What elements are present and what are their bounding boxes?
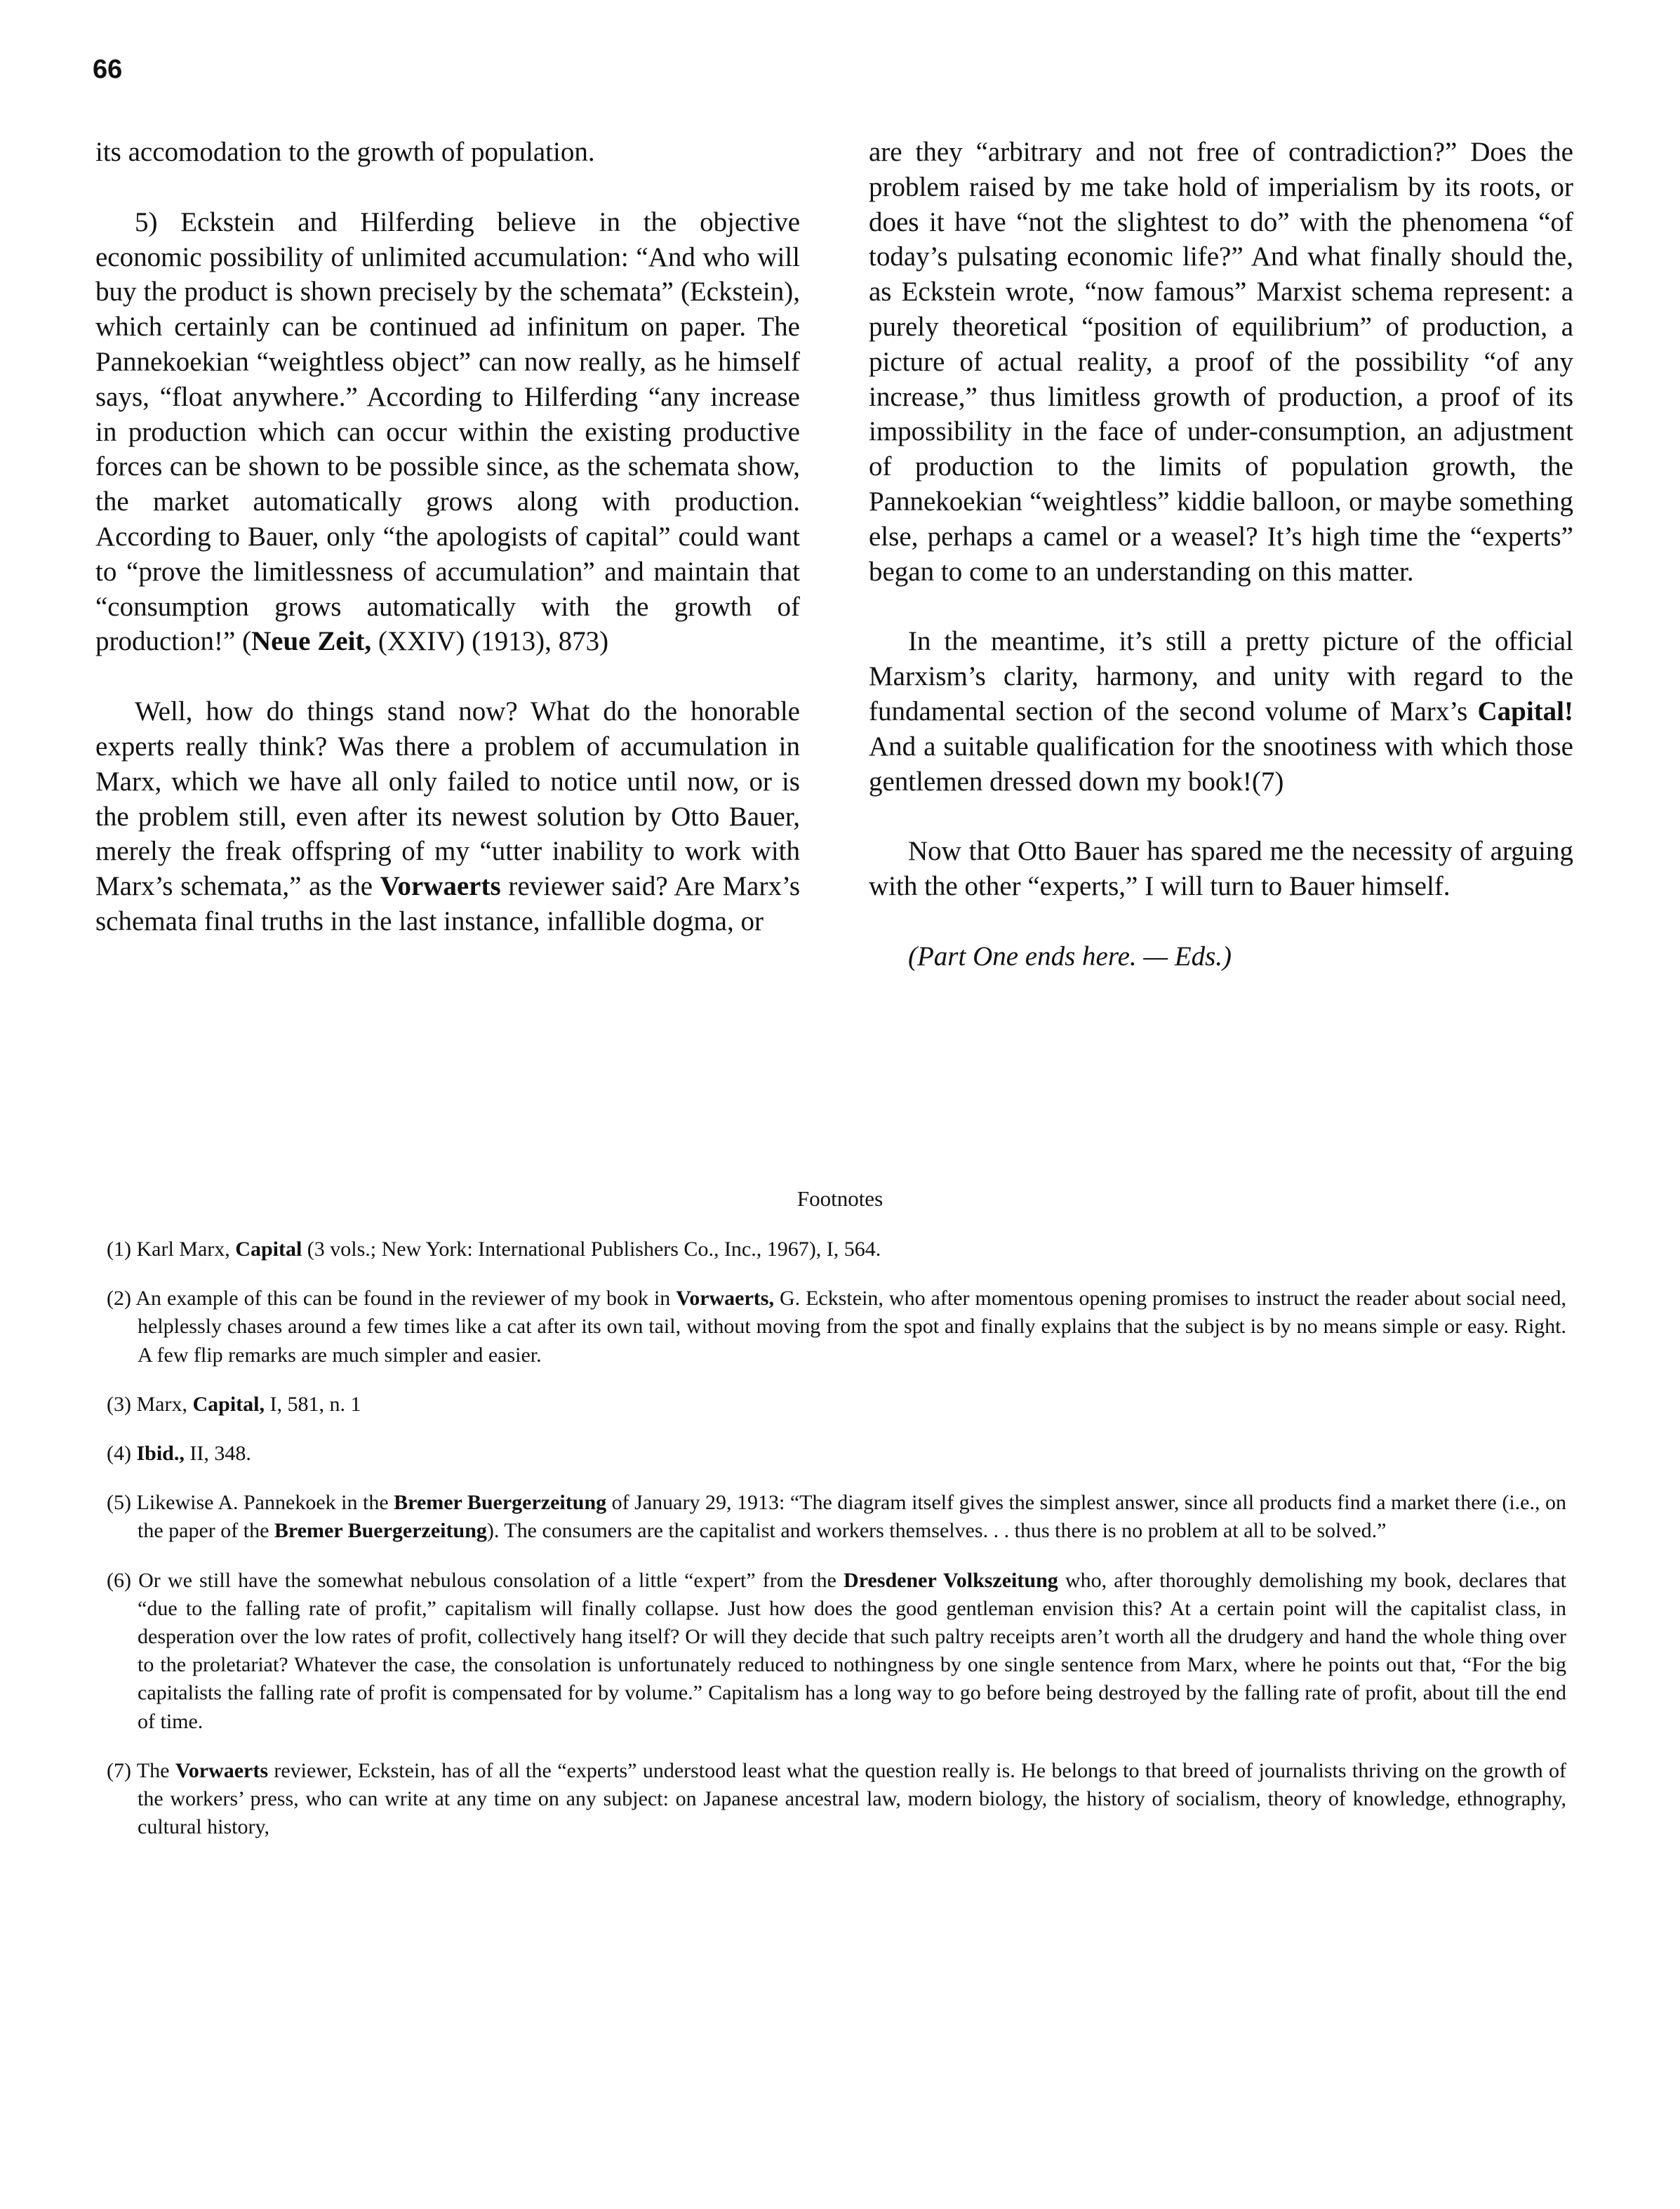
- book-title: Capital,: [192, 1392, 265, 1416]
- footnote-7: [107, 1757, 1566, 1842]
- paragraph-eckstein-hilferding: [95, 205, 800, 659]
- paragraph-meantime: [869, 624, 1573, 799]
- footnote-text: (3 vols.; New York: International Publishers Co., Inc., 1967), I, 564.: [302, 1238, 881, 1261]
- footnote-text: (4): [107, 1442, 137, 1466]
- footnote-4: [107, 1440, 1566, 1468]
- footnote-text: reviewer, Eckstein, has of all the “experts” understood least what the question really is. He belongs to that breed of journalists thriving on the growth of the workers’ press, who can write at any time on any subject: on Japanese ancestral law, modern biology, the history of socialism, theory of knowledge, ethnography, cultural history,: [138, 1758, 1566, 1839]
- paragraph-text: And a suitable qualification for the snootiness with which those gentlemen dressed down my book!(7): [869, 731, 1573, 797]
- footnote-1: [107, 1235, 1566, 1263]
- paragraph-how-do-things-stand: [95, 694, 800, 939]
- footnotes-list: [107, 1235, 1566, 1862]
- footnote-text: (2) An example of this can be found in the reviewer of my book in: [107, 1287, 676, 1311]
- footnote-3: [107, 1391, 1566, 1419]
- book-title: Capital!: [1477, 696, 1573, 727]
- journal-title: Dresdener Volkszeitung: [844, 1568, 1058, 1592]
- paragraph-otto-bauer: Now that Otto Bauer has spared me the necessity of arguing with the other “experts,” I will turn to Bauer himself.: [869, 836, 1573, 902]
- paragraph-text: (XXIV) (1913), 873): [371, 626, 609, 657]
- ibid-reference: Ibid.,: [136, 1442, 185, 1466]
- journal-title: Bremer Buergerzeitung: [274, 1519, 487, 1543]
- journal-title: Bremer Buergerzeitung: [394, 1491, 607, 1515]
- paragraph-text: In the meantime, it’s still a pretty picture of the official Marxism’s clarity, harmony, and unity with regard to the fundamental section of the second volume of Marx’s: [869, 626, 1573, 727]
- book-title: Capital: [235, 1238, 302, 1261]
- footnote-text: G. Eckstein, who after momentous opening promises to instruct the reader about social need, helplessly chases around a few times like a cat after its own tail, without moving from the spot and finally explains that the subject is by no means simple or easy. Right. A few flip remarks are much simpler and easier.: [138, 1287, 1567, 1367]
- footnote-text: who, after thoroughly demolishing my book, declares that “due to the falling rate of profit,” capitalism will finally collapse. Just how does the good gentleman envision this? At a certain point will the capitalist class, in desperation over the low rates of profit, collectively hang itself? Or will they decide that such paltry receipts aren’t worth all the drudgery and hand the whole thing over to the proletariat? Whatever the case, the consolation is unfortunately reduced to nothingness by one single sentence from Marx, where he points out that, “For the big capitalists the falling rate of profit is compensated for by volume.” Capitalism has a long way to go before being destroyed by the falling rate of profit, about till the end of time.: [138, 1568, 1567, 1733]
- paragraph-arbitrary: are they “arbitrary and not free of contradiction?” Does the problem raised by me take hold of imperialism by its roots, or does it have “not the slightest to do” with the phenomena “of today’s pulsating economic life?” And what finally should the, as Eckstein wrote, “now famous” Marxist schema represent: a purely theoretical “position of equilibrium” of production, a picture of actual reality, a proof of the possibility “of any increase,” thus limitless growth of production, a proof of its impossibility in the face of under-consumption, an adjustment of production to the limits of population growth, the Pannekoekian “weightless” kiddie balloon, or maybe something else, perhaps a camel or a weasel? It’s high time the “experts” began to come to an understanding on this matter.: [869, 137, 1573, 587]
- footnote-text: of January 29, 1913: “The diagram itself gives the simplest answer, since all products find a market there (i.e., on the paper of the: [138, 1491, 1566, 1543]
- editor-note: (Part One ends here. — Eds.): [908, 941, 1232, 971]
- left-column: [95, 135, 800, 939]
- right-column: [869, 135, 1573, 974]
- page-number: 66: [93, 55, 123, 84]
- paragraph-text: 5) Eckstein and Hilferding believe in the objective economic possibility of unlimited accumulation: “And who will buy the product is shown precisely by the schemata” (Eckstein), which certainly can be continued ad infinitum on paper. The Pannekoekian “weightless object” can now really, as he himself says, “float anywhere.” According to Hilferding “any increase in production which can occur within the existing productive forces can be shown to be possible since, as the schemata show, the market automatically grows along with production. According to Bauer, only “the apologists of capital” could want to “prove the limitlessness of accumulation” and maintain that “consumption grows automatically with the growth of production!” (: [95, 206, 800, 657]
- footnote-5: [107, 1489, 1566, 1545]
- footnote-text: (3) Marx,: [107, 1392, 193, 1416]
- footnote-text: (6) Or we still have the somewhat nebulous consolation of a little “expert” from the: [107, 1568, 844, 1592]
- paragraph-text: reviewer said? Are Marx’s schemata final truths in the last instance, infallible dogma, or: [95, 871, 800, 936]
- footnote-text: ). The consumers are the capitalist and workers themselves. . . thus there is no problem at all to be solved.”: [486, 1519, 1387, 1543]
- paragraph-text: Well, how do things stand now? What do the honorable experts really think? Was there a problem of accumulation in Marx, which we have all only failed to notice until now, or is the problem still, even after its newest solution by Otto Bauer, merely the freak offspring of my “utter inability to work with Marx’s schemata,” as the: [95, 696, 800, 902]
- journal-title: Neue Zeit,: [251, 626, 372, 657]
- journal-title: Vorwaerts: [380, 871, 501, 902]
- footnote-text: I, 581, n. 1: [264, 1392, 361, 1416]
- paragraph-accommodation: its accomodation to the growth of population.: [95, 137, 595, 167]
- footnote-text: (5) Likewise A. Pannekoek in the: [107, 1491, 394, 1515]
- footnote-text: II, 348.: [184, 1442, 251, 1466]
- footnote-text: (7) The: [107, 1758, 175, 1782]
- journal-title: Vorwaerts,: [676, 1287, 774, 1311]
- footnote-text: (1) Karl Marx,: [107, 1238, 236, 1261]
- footnote-2: [107, 1285, 1566, 1369]
- footnote-6: [107, 1567, 1566, 1736]
- journal-title: Vorwaerts: [175, 1758, 268, 1782]
- footnotes-heading: Footnotes: [796, 1186, 884, 1211]
